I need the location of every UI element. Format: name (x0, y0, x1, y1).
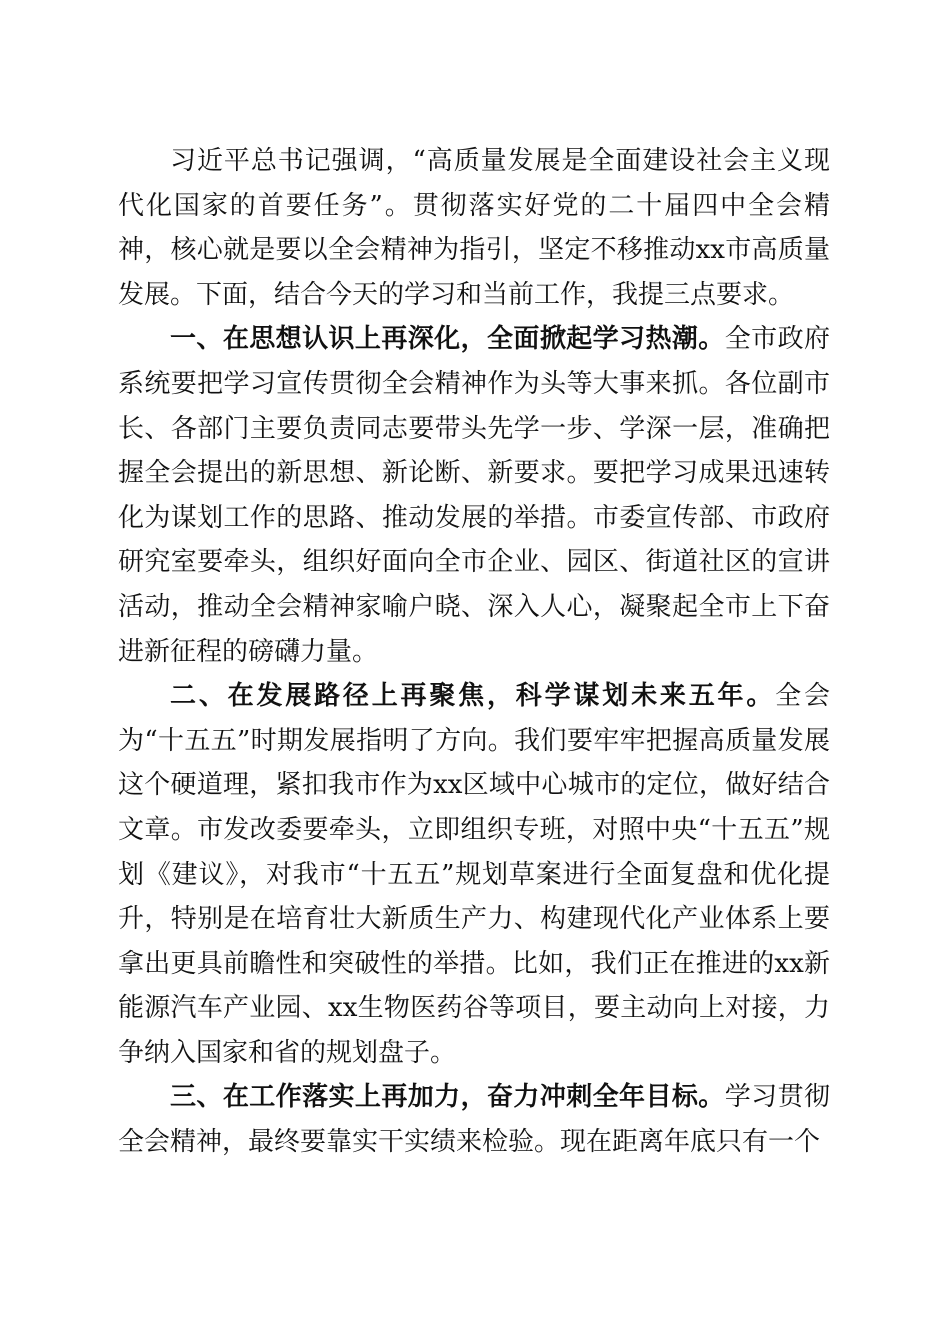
section-body-2: 全会为“十五五”时期发展指明了方向。我们要牢牢把握高质量发展这个硬道理，紧扣我市作为xx区域中心城市的定位，做好结合文章。市发改委要牵头，立即组织专班，对照中央“十五五”规划《建议》，对我市“十五五”规划草案进行全面复盘和优化提升，特别是在培育壮大新质生产力、构建现代化产业体系上要拿出更具前瞻性和突破性的举措。比如，我们正在推进的xx新能源汽车产业园、xx生物医药谷等项目，要主动向上对接，力争纳入国家和省的规划盘子。 (118, 681, 830, 1068)
section-paragraph-3 (118, 1075, 830, 1164)
intro-paragraph: 习近平总书记强调，“高质量发展是全面建设社会主义现代化国家的首要任务”。贯彻落实好党的二十届四中全会精神，核心就是要以全会精神为指引，坚定不移推动xx市高质量发展。下面，结合今天的学习和当前工作，我提三点要求。 (118, 146, 830, 310)
section-paragraph-1 (118, 317, 830, 674)
section-heading-3: 三、在工作落实上再加力，奋力冲刺全年目标。 (170, 1082, 725, 1113)
section-body-1: 全市政府系统要把学习宣传贯彻全会精神作为头等大事来抓。各位副市长、各部门主要负责同志要带头先学一步、学深一层，准确把握全会提出的新思想、新论断、新要求。要把学习成果迅速转化为谋划工作的思路、推动发展的举措。市委宣传部、市政府研究室要牵头，组织好面向全市企业、园区、街道社区的宣讲活动，推动全会精神家喻户晓、深入人心，凝聚起全市上下奋进新征程的磅礴力量。 (118, 324, 830, 667)
section-heading-1: 一、在思想认识上再深化，全面掀起学习热潮。 (170, 324, 725, 355)
section-body-3: 学习贯彻全会精神，最终要靠实干实绩来检验。现在距离年底只有一个 (118, 1082, 830, 1158)
section-heading-2: 二、在发展路径上再聚焦，科学谋划未来五年。 (170, 681, 776, 712)
document-body (118, 139, 830, 1165)
section-paragraph-2 (118, 674, 830, 1075)
